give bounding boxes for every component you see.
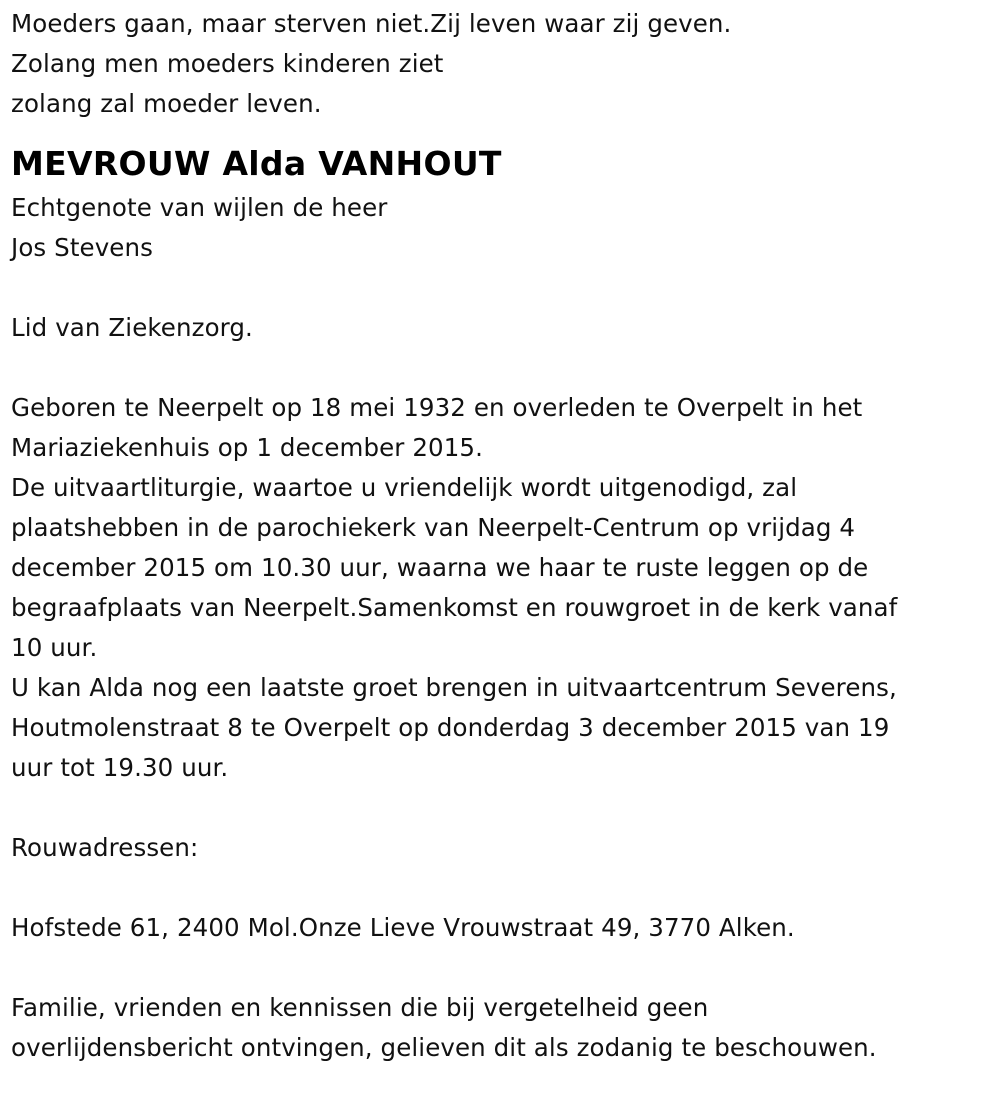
details-line: U kan Alda nog een laatste groet brengen in uitvaartcentrum Severens, <box>11 673 897 702</box>
addresses-value: Hofstede 61, 2400 Mol.Onze Lieve Vrouwstraat 49, 3770 Alken. <box>11 913 795 942</box>
membership: Lid van Ziekenzorg. <box>11 313 253 342</box>
closing-line: Familie, vrienden en kennissen die bij vergetelheid geen <box>11 993 709 1022</box>
spouse-line: Jos Stevens <box>11 233 153 262</box>
spacer <box>11 788 986 828</box>
details-line: Geboren te Neerpelt op 18 mei 1932 en overleden te Overpelt in het <box>11 393 863 422</box>
spacer <box>11 868 986 908</box>
details-line: begraafplaats van Neerpelt.Samenkomst en rouwgroet in de kerk vanaf <box>11 593 898 622</box>
poem <box>11 4 986 124</box>
closing-note <box>11 988 986 1068</box>
poem-line: Moeders gaan, maar sterven niet.Zij leven waar zij geven. <box>11 9 732 38</box>
funeral-details <box>11 388 986 788</box>
spouse-line: Echtgenote van wijlen de heer <box>11 193 388 222</box>
details-line: Houtmolenstraat 8 te Overpelt op donderdag 3 december 2015 van 19 <box>11 713 890 742</box>
details-line: De uitvaartliturgie, waartoe u vriendelijk wordt uitgenodigd, zal <box>11 473 798 502</box>
details-line: december 2015 om 10.30 uur, waarna we haar te ruste leggen op de <box>11 553 869 582</box>
details-line: uur tot 19.30 uur. <box>11 753 229 782</box>
details-line: plaatshebben in de parochiekerk van Neerpelt-Centrum op vrijdag 4 <box>11 513 856 542</box>
addresses-label: Rouwadressen: <box>11 833 199 862</box>
deceased-name: MEVROUW Alda VANHOUT <box>11 144 502 183</box>
spouse-info <box>11 188 986 268</box>
poem-line: zolang zal moeder leven. <box>11 89 322 118</box>
poem-line: Zolang men moeders kinderen ziet <box>11 49 444 78</box>
spacer <box>11 948 986 988</box>
spacer <box>11 268 986 308</box>
death-notice <box>11 4 986 1068</box>
details-line: 10 uur. <box>11 633 98 662</box>
closing-line: overlijdensbericht ontvingen, gelieven dit als zodanig te beschouwen. <box>11 1033 877 1062</box>
details-line: Mariaziekenhuis op 1 december 2015. <box>11 433 483 462</box>
spacer <box>11 348 986 388</box>
